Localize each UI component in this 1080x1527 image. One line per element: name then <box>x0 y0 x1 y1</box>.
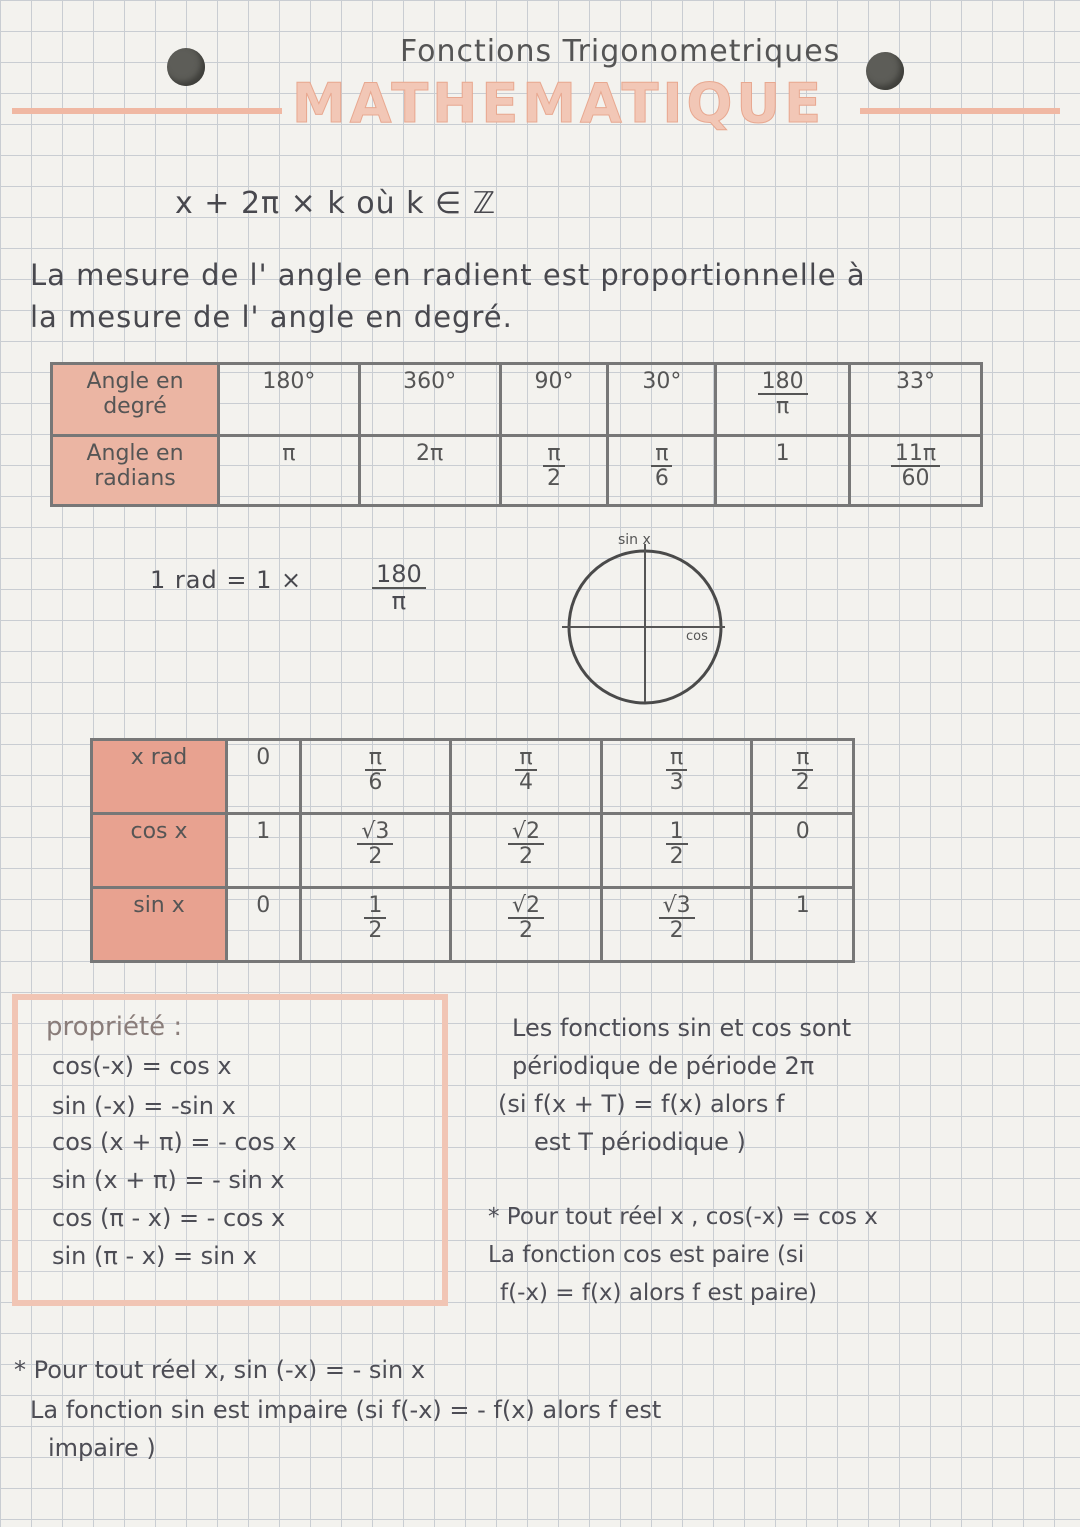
deg-cell: 30° <box>608 364 716 436</box>
binder-hole-left <box>167 48 205 86</box>
odd-function-line: * Pour tout réel x, sin (-x) = - sin x <box>14 1356 426 1384</box>
sin-axis-label: sin x <box>618 532 651 548</box>
unit-circle-diagram <box>540 530 760 710</box>
periodic-line: est T périodique ) <box>534 1128 746 1156</box>
odd-function-line: La fonction sin est impaire (si f(-x) = - f(x) alors f est <box>30 1396 662 1424</box>
property-line: cos (x + π) = - cos x <box>52 1128 297 1156</box>
frac-den: 2 <box>546 466 561 492</box>
rad-formula-fraction <box>372 562 426 614</box>
frac-num: √3 <box>659 894 695 919</box>
frac-den: 6 <box>368 770 383 796</box>
frac-num: √2 <box>508 894 544 919</box>
frac-num: √3 <box>357 820 393 845</box>
frac-num: π <box>666 746 687 771</box>
frac-num: 0 <box>795 819 810 844</box>
x-cell <box>752 740 854 814</box>
frac-num: π <box>792 746 813 771</box>
frac-num: π <box>365 746 386 771</box>
frac-den: 2 <box>795 770 810 796</box>
even-function-line: f(-x) = f(x) alors f est paire) <box>500 1280 818 1306</box>
x-cell <box>300 740 451 814</box>
formula-periodicity: x + 2π × k où k ∈ ℤ <box>175 186 497 221</box>
row-label-radian: Angle en radians <box>52 436 219 506</box>
frac-den: π <box>776 394 790 420</box>
frac-num: √2 <box>508 820 544 845</box>
rad-cell: 1 <box>716 436 850 506</box>
deg-cell: 180° <box>219 364 360 436</box>
frac-num: 0 <box>256 893 271 918</box>
frac-den: 2 <box>518 844 533 870</box>
rad-cell: 2π <box>359 436 500 506</box>
property-line: sin (x + π) = - sin x <box>52 1166 285 1194</box>
deg-cell: 360° <box>359 364 500 436</box>
property-line: sin (-x) = -sin x <box>52 1092 236 1120</box>
frac-den: 2 <box>669 844 684 870</box>
property-line: sin (π - x) = sin x <box>52 1242 257 1270</box>
odd-function-line: impaire ) <box>48 1434 156 1462</box>
row-label-x: x rad <box>92 740 227 814</box>
even-function-line: * Pour tout réel x , cos(-x) = cos x <box>488 1204 878 1230</box>
property-title: propriété : <box>46 1012 183 1042</box>
sin-cell <box>227 888 301 962</box>
even-function-line: La fonction cos est paire (si <box>488 1242 805 1268</box>
rad-formula-left: 1 rad = 1 × <box>150 566 303 594</box>
property-line: cos (π - x) = - cos x <box>52 1204 286 1232</box>
cos-axis-label: cos <box>686 629 708 644</box>
frac-num: 1 <box>795 893 810 918</box>
rad-cell-frac <box>608 436 716 506</box>
frac-num: π <box>515 746 536 771</box>
row-label-sin: sin x <box>92 888 227 962</box>
frac-num: π <box>543 442 564 467</box>
rad-cell: π <box>219 436 360 506</box>
periodic-line: Les fonctions sin et cos sont <box>512 1014 852 1042</box>
frac-num: 1 <box>364 894 386 919</box>
sin-cell <box>451 888 602 962</box>
frac-den: 3 <box>669 770 684 796</box>
periodic-line: (si f(x + T) = f(x) alors f <box>498 1090 785 1118</box>
frac-den: π <box>391 587 407 616</box>
property-line: cos(-x) = cos x <box>52 1052 232 1080</box>
brand-heading: MATHEMATIQUE <box>292 72 826 135</box>
sin-cell <box>601 888 752 962</box>
cos-cell <box>227 814 301 888</box>
binder-hole-right <box>866 52 904 90</box>
sin-cell <box>300 888 451 962</box>
deg-cell: 33° <box>850 364 982 436</box>
rad-cell-frac <box>500 436 608 506</box>
brand-line-right <box>860 108 1060 114</box>
frac-den: 4 <box>518 770 533 796</box>
cos-cell <box>752 814 854 888</box>
x-cell <box>227 740 301 814</box>
x-cell <box>601 740 752 814</box>
frac-num: 180 <box>372 562 426 589</box>
frac-num: 1 <box>666 820 688 845</box>
frac-den: 2 <box>368 844 383 870</box>
intro-line-1: La mesure de l' angle en radient est proportionnelle à <box>30 258 866 292</box>
row-label-cos: cos x <box>92 814 227 888</box>
angle-conversion-table <box>50 362 983 507</box>
cos-cell <box>601 814 752 888</box>
frac-num: π <box>651 442 672 467</box>
frac-den: 6 <box>654 466 669 492</box>
frac-den: 2 <box>518 918 533 944</box>
frac-num: 11π <box>891 442 940 467</box>
frac-num: 0 <box>256 745 271 770</box>
intro-line-2: la mesure de l' angle en degré. <box>30 300 513 334</box>
cos-cell <box>451 814 602 888</box>
sin-cell <box>752 888 854 962</box>
deg-cell-frac <box>716 364 850 436</box>
rad-cell-frac <box>850 436 982 506</box>
row-label-degree: Angle en degré <box>52 364 219 436</box>
frac-num: 1 <box>256 819 271 844</box>
brand-line-left <box>12 108 282 114</box>
frac-num: 180 <box>758 370 808 395</box>
page-title: Fonctions Trigonometriques <box>400 34 841 69</box>
x-cell <box>451 740 602 814</box>
frac-den: 2 <box>669 918 684 944</box>
frac-den: 2 <box>368 918 383 944</box>
deg-cell: 90° <box>500 364 608 436</box>
cos-cell <box>300 814 451 888</box>
frac-den: 60 <box>901 466 930 492</box>
trig-values-table <box>90 738 855 963</box>
periodic-line: périodique de période 2π <box>512 1052 815 1080</box>
